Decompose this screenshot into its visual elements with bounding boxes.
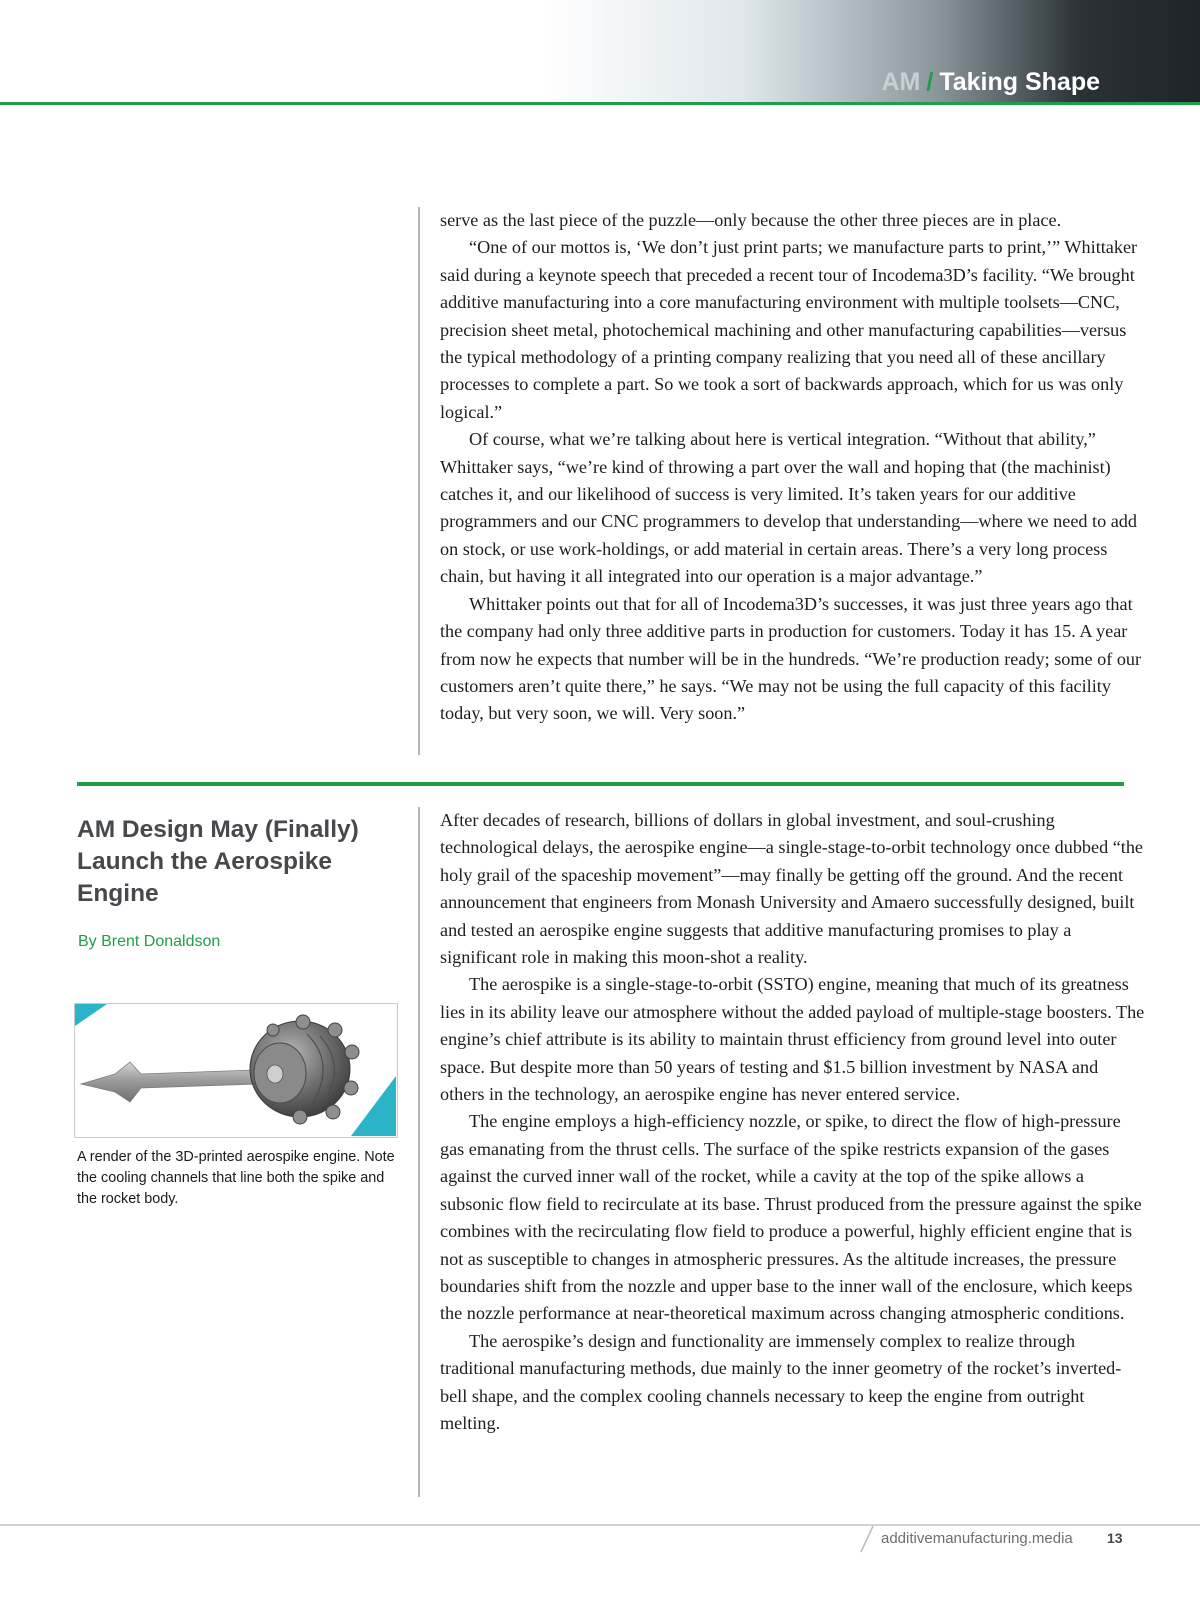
footer-rule — [0, 1524, 1200, 1526]
figure-caption: A render of the 3D-printed aerospike engine. Note the cooling channels that line both the spike and the rocket body. — [77, 1149, 395, 1207]
thrust-cell — [326, 1105, 340, 1119]
thrust-cell — [345, 1045, 359, 1059]
paragraph: “One of our mottos is, ‘We don’t just print parts; we manufacture parts to print,’” Whittaker said during a keynote speech that preceded a recent tour of Incodema3D’s facility. “We brought additive manufacturing into a core manufacturing environment with multiple toolsets—CNC, precision sheet metal, photochemical machining and other manufacturing capabilities—versus the typical methodology of a printing company realizing that you need all of these ancillary processes to complete a part. So we took a sort of backwards approach, which for us was only logical.” — [440, 237, 1138, 422]
footer-slash-icon — [857, 1524, 877, 1554]
header-rule — [0, 102, 1200, 105]
paragraph: After decades of research, billions of dollars in global investment, and soul-crushing technological delays, the aerospike engine—a single-stage-to-orbit technology once dubbed “the holy grail of the spaceship movement”—may finally be getting off the ground. And the recent announcement that engineers from Monash University and Amaero successfully designed, built and tested an aerospike engine suggests that additive manufacturing promises to play a significant role in making this moon-shot a reality. — [440, 810, 1144, 968]
section-divider-rule — [77, 782, 1124, 786]
paragraph: The engine employs a high-efficiency nozzle, or spike, to direct the flow of high-pressure gas emanating from the thrust cells. The surface of the spike restricts expansion of the gases against the curved inner wall of the rocket, while a cavity at the top of the spike allows a subsonic flow field to recirculate at its base. Thrust produced from the pressure against the spike combines with the recirculating flow field to produce a powerful, highly efficient engine that is not as susceptible to changes in atmospheric pressures. As the altitude increases, the pressure boundaries shift from the nozzle and upper base to the inner wall of the enclosure, which keeps the nozzle performance at near-theoretical maximum across changing atmospheric conditions. — [440, 1111, 1142, 1324]
footer-url: additivemanufacturing.media — [881, 1530, 1073, 1547]
thrust-cell — [293, 1110, 307, 1124]
section-title: Taking Shape — [939, 68, 1100, 96]
spike-nozzle — [81, 1062, 257, 1102]
aerospike-render-image — [75, 1004, 396, 1136]
paragraph: The aerospike is a single-stage-to-orbit (SSTO) engine, meaning that much of its greatness lies in its ability leave our atmosphere without the added payload of multiple-stage boosters. The engine’s chief attribute is its ability to maintain thrust efficiency from ground level into outer space. But despite more than 50 years of testing and $1.5 billion investment by NASA and others in the technology, an aerospike engine has never entered service. — [440, 974, 1145, 1105]
paragraph: Of course, what we’re talking about here is vertical integration. “Without that ability,” Whittaker says, “we’re kind of throwing a part over the wall and hoping that (the machinist) catches it, and our likelihood of success is very limited. It’s taken years for our additive programmers and our CNC programmers to develop that understanding—where we need to add on stock, or use work-holdings, or add material in certain areas. There’s a very long process chain, but having it all integrated into our operation is a major advantage.” — [440, 429, 1137, 587]
article-title: AM Design May (Finally) Launch the Aerospike Engine — [77, 816, 359, 907]
article-byline: By Brent Donaldson — [78, 933, 221, 950]
section-prefix: AM — [881, 68, 921, 96]
aerospike-figure — [74, 1003, 398, 1138]
paragraph: Whittaker points out that for all of Incodema3D’s successes, it was just three years ago that the company had only three additive parts in production for customers. Today it has 15. A year from now he expects that number will be in the hundreds. “We’re production ready; some of our customers aren’t quite there,” he says. “We may not be using the full capacity of this facility today, but very soon, we will. Very soon.” — [440, 593, 1142, 724]
page-number: 13 — [1107, 1530, 1123, 1546]
thrust-cell — [296, 1015, 310, 1029]
paragraph: The aerospike’s design and functionality are immensely complex to realize through traditional manufacturing methods, due mainly to the inner geometry of the rocket’s inverted-bell shape, and the complex cooling channels necessary to keep the engine from outright melting. — [440, 1330, 1122, 1433]
continued-article-body — [418, 207, 1146, 755]
corner-accent-top-left — [75, 1004, 107, 1026]
paragraph: serve as the last piece of the puzzle—only because the other three pieces are in place. — [440, 210, 1062, 230]
article-body — [418, 807, 1146, 1497]
section-label — [881, 68, 1100, 97]
thrust-cell — [328, 1023, 342, 1037]
thrust-cell — [267, 1024, 279, 1036]
section-divider: / — [926, 68, 934, 96]
spike-root — [267, 1065, 283, 1083]
thrust-cell — [344, 1081, 358, 1095]
